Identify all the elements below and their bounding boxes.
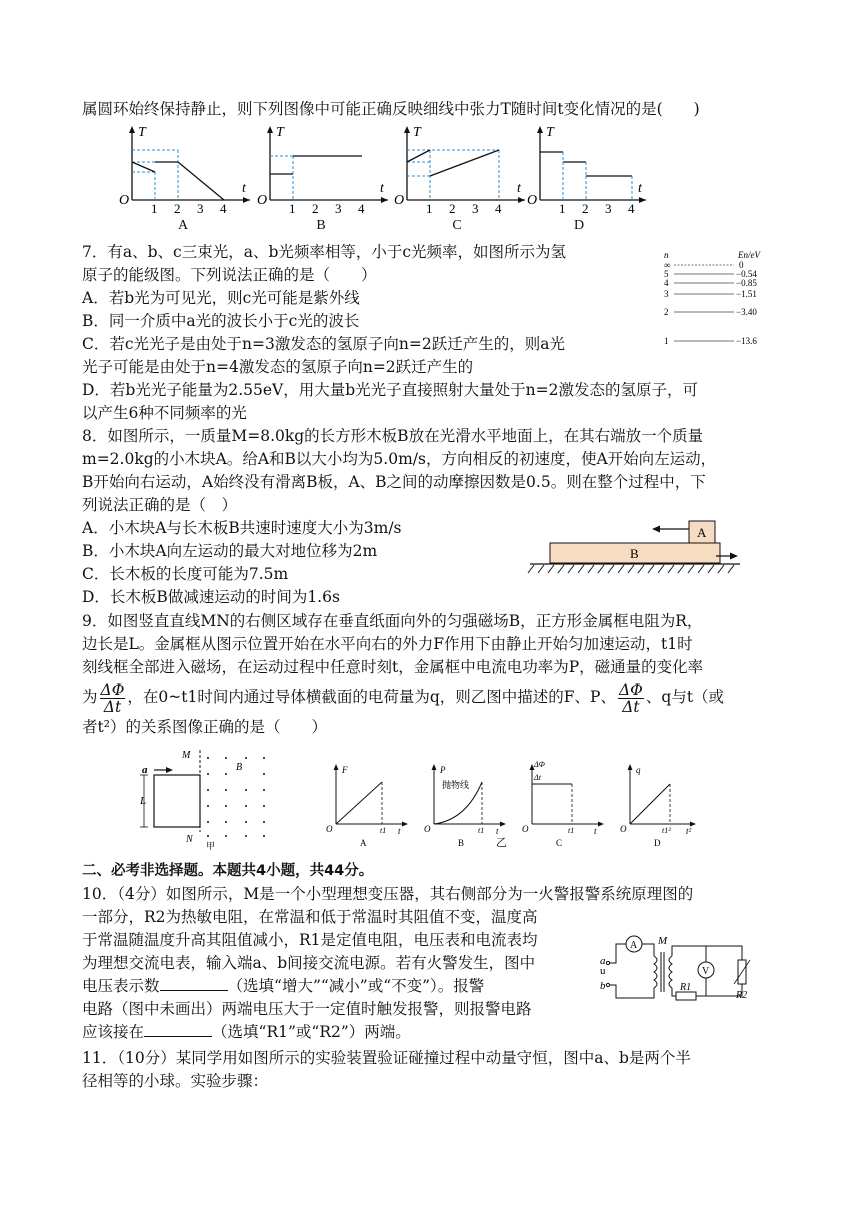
q10-line-6: 电路（图中未画出）两端电压大于一定值时触发报警，则报警电路 (82, 1000, 532, 1018)
q6-label-d: D (573, 218, 585, 233)
svg-text:C: C (556, 838, 563, 848)
q8-option-d: D．长木板B做减速运动的时间为1.6s (82, 588, 340, 606)
svg-text:B: B (236, 762, 243, 773)
answer-blank-alarm[interactable] (144, 1022, 212, 1037)
svg-text:4: 4 (495, 201, 502, 214)
svg-text:2: 2 (174, 201, 181, 214)
svg-text:1: 1 (559, 201, 566, 214)
svg-text:A: A (630, 940, 638, 951)
svg-text:N: N (186, 834, 193, 845)
svg-text:∞: ∞ (664, 260, 671, 270)
q7-option-a: A．若b光为可见光，则c光可能是紫外线 (82, 289, 360, 307)
svg-text:−13.6: −13.6 (736, 336, 757, 346)
svg-text:A: A (697, 525, 707, 540)
svg-text:t: t (380, 181, 384, 196)
q9-line-3: 刻线框全部进入磁场，在运动过程中任意时刻t，金属框中电流电功率为P，磁通量的变化率 (82, 658, 704, 676)
answer-blank-voltage[interactable] (160, 976, 228, 991)
q10-line-7: 应该接在 （选填“R1”或“R2”）两端。 (82, 1023, 411, 1041)
svg-text:1: 1 (289, 201, 296, 214)
q6-graph-a (119, 125, 250, 214)
q10-line-1: 10．（4分）如图所示，M是一个小型理想变压器，其右侧部分为一火警报警系统原理图的 (82, 885, 694, 903)
q9-fig-yi-label: 乙 (496, 836, 507, 849)
svg-text:t²: t² (686, 826, 692, 836)
q8-option-c: C．长木板的长度可能为7.5m (82, 565, 289, 583)
q7-option-d: D．若b光光子能量为2.55eV，用大量b光光子直接照射大量处于n=2激发态的氢原子，可 (82, 381, 698, 399)
svg-text:t: t (242, 181, 246, 196)
q6-graph-d (527, 125, 646, 214)
svg-text:O: O (394, 193, 405, 208)
svg-text:2: 2 (449, 201, 456, 214)
q8-line-3: B开始向右运动，A始终没有滑离B板，A、B之间的动摩擦因数是0.5。则在整个过程中，下 (82, 473, 706, 491)
svg-text:T: T (138, 125, 146, 140)
svg-text:O: O (522, 824, 529, 834)
svg-text:t1: t1 (568, 826, 575, 835)
q6-label-c: C (452, 218, 462, 233)
svg-text:3: 3 (664, 289, 669, 299)
svg-text:O: O (326, 824, 333, 834)
svg-text:t1: t1 (478, 826, 485, 835)
q10-line-2: 一部分，R2为热敏电阻，在常温和低于常温时其阻值不变，温度高 (82, 908, 538, 926)
svg-text:Δt: Δt (534, 773, 541, 782)
svg-text:L: L (140, 795, 147, 807)
svg-text:−0.54: −0.54 (736, 269, 757, 279)
svg-text:t: t (398, 826, 401, 836)
q9-line-2: 边长是L。金属框从图示位置开始在水平向右的外力F作用下由静止开始匀加速运动，t1时 (82, 635, 693, 653)
svg-text:B: B (630, 546, 639, 561)
svg-text:甲: 甲 (206, 841, 216, 850)
svg-text:D: D (654, 838, 661, 848)
q6-label-a: A (177, 218, 189, 233)
svg-text:u: u (600, 965, 606, 977)
q6-graph-c (394, 125, 525, 214)
svg-text:t1: t1 (380, 826, 387, 835)
svg-text:5: 5 (664, 269, 669, 279)
svg-text:En/eV: En/eV (738, 250, 760, 260)
svg-text:M: M (182, 750, 191, 761)
q7-line-1: 7．有a、b、c三束光，a、b光频率相等，小于c光频率，如图所示为氢 (82, 243, 567, 261)
q9-graph-a (326, 764, 408, 848)
svg-text:1: 1 (664, 336, 669, 346)
svg-text:3: 3 (472, 201, 479, 214)
svg-text:n: n (664, 250, 669, 260)
svg-text:ΔΦ: ΔΦ (534, 760, 545, 769)
svg-text:T: T (276, 125, 284, 140)
svg-text:F: F (342, 765, 348, 775)
svg-text:O: O (257, 193, 268, 208)
svg-text:4: 4 (358, 201, 365, 214)
q8-line-2: m=2.0kg的小木块A。给A和B以大小均为5.0m/s，方向相反的初速度，使A开始向左运动， (82, 450, 717, 468)
svg-text:a: a (600, 955, 606, 967)
q11-line-2: 径相等的小球。实验步骤： (82, 1072, 269, 1090)
q6-stem: 属圆环始终保持静止，则下列图像中可能正确反映细线中张力T随时间t变化情况的是( ) (82, 100, 700, 118)
svg-text:4: 4 (220, 201, 227, 214)
flux-rate-fraction-2: $\frac{\Delta\Phi}{\Delta t}$ (618, 680, 643, 716)
svg-text:t1²: t1² (662, 826, 671, 835)
svg-text:q: q (636, 765, 641, 775)
svg-text:2: 2 (664, 307, 669, 317)
svg-text:P: P (440, 765, 446, 775)
q9-line-5: 者t²）的关系图像正确的是（ ） (82, 718, 327, 736)
q7-option-c: C．若c光光子是由处于n=3激发态的氢原子向n=2跃迁产生的，则a光 (82, 335, 565, 353)
transformer-circuit (596, 930, 764, 1010)
q6-graphs (110, 122, 650, 214)
q6-graph-b (257, 125, 388, 214)
origin-label: O (119, 193, 130, 208)
svg-text:O: O (620, 824, 627, 834)
q7-option-d-cont: 以产生6种不同频率的光 (82, 404, 247, 422)
svg-text:t: t (496, 826, 499, 836)
q8-option-b: B．小木块A向左运动的最大对地位移为2m (82, 542, 378, 560)
q10-line-3: 于常温随温度升高其阻值减小，R1是定值电阻，电压表和电流表均 (82, 931, 538, 949)
flux-rate-fraction: $\frac{\Delta\Phi}{\Delta t}$ (100, 680, 125, 716)
svg-text:4: 4 (664, 278, 669, 288)
svg-text:3: 3 (605, 201, 612, 214)
svg-text:0: 0 (739, 260, 744, 270)
svg-text:t: t (594, 826, 597, 836)
q9-figure-jia (130, 746, 280, 850)
svg-text:O: O (527, 193, 538, 208)
svg-text:M: M (658, 935, 668, 947)
q10-line-5: 电压表示数 （选填“增大”“减小”或“不变”）。报警 (82, 977, 485, 995)
energy-level-diagram (660, 248, 770, 348)
svg-text:1: 1 (151, 201, 158, 214)
q7-option-c-cont: 光子可能是由处于n=4激发态的氢原子向n=2跃迁产生的 (82, 358, 474, 376)
svg-text:3: 3 (197, 201, 204, 214)
svg-text:T: T (546, 125, 554, 140)
svg-text:2: 2 (582, 201, 589, 214)
svg-text:T: T (413, 125, 421, 140)
q9-line-1: 9．如图竖直直线MN的右侧区域存在垂直纸面向外的匀强磁场B，正方形金属框电阻为R， (82, 612, 703, 630)
q9-figure-yi (320, 760, 700, 852)
q6-label-b: B (316, 218, 326, 233)
svg-text:b: b (600, 980, 606, 992)
svg-text:t: t (517, 181, 521, 196)
svg-text:3: 3 (335, 201, 342, 214)
svg-text:−0.85: −0.85 (736, 278, 757, 288)
svg-text:−3.40: −3.40 (736, 307, 757, 317)
q9-graph-b (424, 764, 506, 848)
q8-option-a: A．小木块A与长木板B共速时速度大小为3m/s (82, 519, 402, 537)
svg-text:2: 2 (312, 201, 319, 214)
svg-text:a: a (142, 764, 148, 776)
svg-text:A: A (360, 838, 367, 848)
q11-line-1: 11．（10分）某同学用如图所示的实验装置验证碰撞过程中动量守恒，图中a、b是两个半 (82, 1049, 691, 1067)
q7-option-b: B．同一介质中a光的波长小于c光的波长 (82, 312, 360, 330)
svg-text:1: 1 (426, 201, 433, 214)
section-heading: 二、必考非选择题。本题共4小题，共44分。 (82, 863, 374, 879)
q8-line-1: 8．如图所示，一质量M=8.0kg的长方形木板B放在光滑水平地面上，在其右端放一个质量 (82, 427, 704, 445)
svg-text:抛物线: 抛物线 (442, 780, 470, 790)
q10-line-4: 为理想交流电表，输入端a、b间接交流电源。若有火警发生，图中 (82, 954, 536, 972)
svg-text:O: O (424, 824, 431, 834)
svg-text:−1.51: −1.51 (736, 289, 757, 299)
svg-text:t: t (638, 181, 642, 196)
svg-text:B: B (458, 838, 465, 848)
q9-graph-c (522, 760, 604, 848)
svg-text:R2: R2 (736, 990, 748, 1001)
q8-line-4: 列说法正确的是（ ） (82, 496, 238, 514)
svg-text:4: 4 (628, 201, 635, 214)
q8-board-figure (524, 520, 744, 580)
q9-line-4: 为 $\frac{\Delta\Phi}{\Delta t}$ ，在0~t1时间内通过导体横截面的电荷量为q，则乙图中描述的F、P、 $\frac{\Delta\Phi}{\Delta t}$ 、q与t（或 (82, 680, 725, 716)
q7-line-2: 原子的能级图。下列说法正确的是（ ） (82, 266, 377, 284)
svg-text:V: V (702, 966, 710, 977)
svg-text:R1: R1 (680, 982, 692, 993)
q9-graph-d (620, 764, 696, 848)
